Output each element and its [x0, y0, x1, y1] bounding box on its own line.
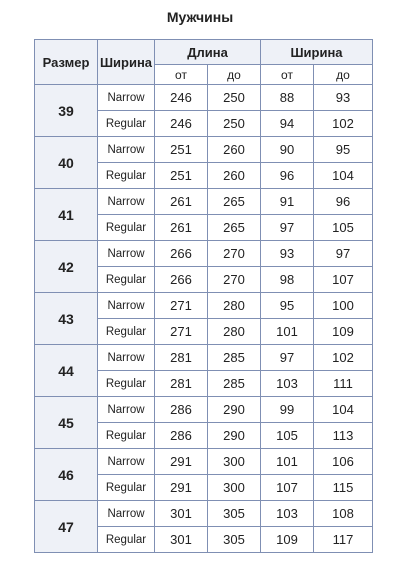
width-to-cell: 102 [314, 345, 373, 371]
length-from-cell: 281 [155, 371, 208, 397]
width-type-cell: Regular [98, 163, 155, 189]
size-chart-table [34, 39, 373, 553]
length-to-cell: 260 [208, 163, 261, 189]
length-from-cell: 286 [155, 397, 208, 423]
length-from-cell: 301 [155, 501, 208, 527]
width-type-cell: Regular [98, 423, 155, 449]
size-rows [35, 85, 373, 553]
size-cell: 46 [35, 449, 98, 501]
table-row [35, 501, 373, 527]
width-type-cell: Regular [98, 215, 155, 241]
width-type-cell: Narrow [98, 397, 155, 423]
width-from-cell: 88 [261, 85, 314, 111]
width-to-cell: 100 [314, 293, 373, 319]
table-row [35, 449, 373, 475]
length-from-cell: 246 [155, 111, 208, 137]
length-to-cell: 300 [208, 449, 261, 475]
width-to-cell: 108 [314, 501, 373, 527]
header-length-group: Длина [155, 40, 261, 65]
width-to-cell: 95 [314, 137, 373, 163]
width-type-cell: Narrow [98, 85, 155, 111]
width-type-cell: Regular [98, 111, 155, 137]
width-from-cell: 94 [261, 111, 314, 137]
size-cell: 41 [35, 189, 98, 241]
length-to-cell: 300 [208, 475, 261, 501]
length-to-cell: 270 [208, 267, 261, 293]
size-cell: 45 [35, 397, 98, 449]
length-from-cell: 261 [155, 215, 208, 241]
width-type-cell: Narrow [98, 137, 155, 163]
width-from-cell: 103 [261, 371, 314, 397]
length-from-cell: 266 [155, 267, 208, 293]
width-to-cell: 96 [314, 189, 373, 215]
width-from-cell: 97 [261, 345, 314, 371]
width-type-cell: Narrow [98, 501, 155, 527]
width-to-cell: 105 [314, 215, 373, 241]
size-cell: 44 [35, 345, 98, 397]
width-from-cell: 103 [261, 501, 314, 527]
length-from-cell: 286 [155, 423, 208, 449]
width-from-cell: 107 [261, 475, 314, 501]
length-to-cell: 285 [208, 371, 261, 397]
width-from-cell: 101 [261, 319, 314, 345]
width-from-cell: 93 [261, 241, 314, 267]
length-from-cell: 291 [155, 475, 208, 501]
table-row [35, 397, 373, 423]
table-row [35, 137, 373, 163]
length-to-cell: 305 [208, 501, 261, 527]
header-width-type: Ширина [98, 40, 155, 85]
width-type-cell: Narrow [98, 345, 155, 371]
size-cell: 43 [35, 293, 98, 345]
width-type-cell: Regular [98, 267, 155, 293]
length-from-cell: 251 [155, 137, 208, 163]
header-length-from: от [155, 65, 208, 85]
table-row [35, 345, 373, 371]
length-from-cell: 246 [155, 85, 208, 111]
header-length-to: до [208, 65, 261, 85]
length-to-cell: 280 [208, 293, 261, 319]
length-to-cell: 305 [208, 527, 261, 553]
table-row [35, 293, 373, 319]
table-row [35, 189, 373, 215]
width-from-cell: 96 [261, 163, 314, 189]
width-type-cell: Narrow [98, 449, 155, 475]
width-to-cell: 111 [314, 371, 373, 397]
header-size: Размер [35, 40, 98, 85]
width-to-cell: 107 [314, 267, 373, 293]
width-type-cell: Regular [98, 319, 155, 345]
width-type-cell: Regular [98, 371, 155, 397]
width-type-cell: Narrow [98, 189, 155, 215]
header-width-to: до [314, 65, 373, 85]
length-to-cell: 290 [208, 397, 261, 423]
width-from-cell: 90 [261, 137, 314, 163]
width-from-cell: 91 [261, 189, 314, 215]
width-to-cell: 117 [314, 527, 373, 553]
width-from-cell: 99 [261, 397, 314, 423]
length-from-cell: 291 [155, 449, 208, 475]
length-to-cell: 250 [208, 85, 261, 111]
width-from-cell: 98 [261, 267, 314, 293]
table-row [35, 241, 373, 267]
length-to-cell: 260 [208, 137, 261, 163]
length-to-cell: 270 [208, 241, 261, 267]
length-to-cell: 250 [208, 111, 261, 137]
width-type-cell: Regular [98, 475, 155, 501]
length-from-cell: 266 [155, 241, 208, 267]
size-cell: 39 [35, 85, 98, 137]
width-to-cell: 115 [314, 475, 373, 501]
length-from-cell: 281 [155, 345, 208, 371]
header-width-from: от [261, 65, 314, 85]
width-from-cell: 105 [261, 423, 314, 449]
length-from-cell: 271 [155, 293, 208, 319]
length-to-cell: 265 [208, 189, 261, 215]
width-to-cell: 113 [314, 423, 373, 449]
header-width-group: Ширина [261, 40, 373, 65]
length-to-cell: 280 [208, 319, 261, 345]
width-to-cell: 93 [314, 85, 373, 111]
size-cell: 42 [35, 241, 98, 293]
width-to-cell: 109 [314, 319, 373, 345]
width-to-cell: 106 [314, 449, 373, 475]
width-to-cell: 102 [314, 111, 373, 137]
width-to-cell: 97 [314, 241, 373, 267]
size-cell: 47 [35, 501, 98, 553]
width-from-cell: 101 [261, 449, 314, 475]
length-from-cell: 301 [155, 527, 208, 553]
width-type-cell: Narrow [98, 241, 155, 267]
width-from-cell: 109 [261, 527, 314, 553]
width-from-cell: 95 [261, 293, 314, 319]
length-from-cell: 271 [155, 319, 208, 345]
size-cell: 40 [35, 137, 98, 189]
table-row [35, 85, 373, 111]
width-to-cell: 104 [314, 163, 373, 189]
width-from-cell: 97 [261, 215, 314, 241]
length-from-cell: 251 [155, 163, 208, 189]
width-to-cell: 104 [314, 397, 373, 423]
width-type-cell: Regular [98, 527, 155, 553]
width-type-cell: Narrow [98, 293, 155, 319]
length-to-cell: 290 [208, 423, 261, 449]
length-to-cell: 285 [208, 345, 261, 371]
length-to-cell: 265 [208, 215, 261, 241]
page-title: Мужчины [166, 9, 234, 25]
length-from-cell: 261 [155, 189, 208, 215]
